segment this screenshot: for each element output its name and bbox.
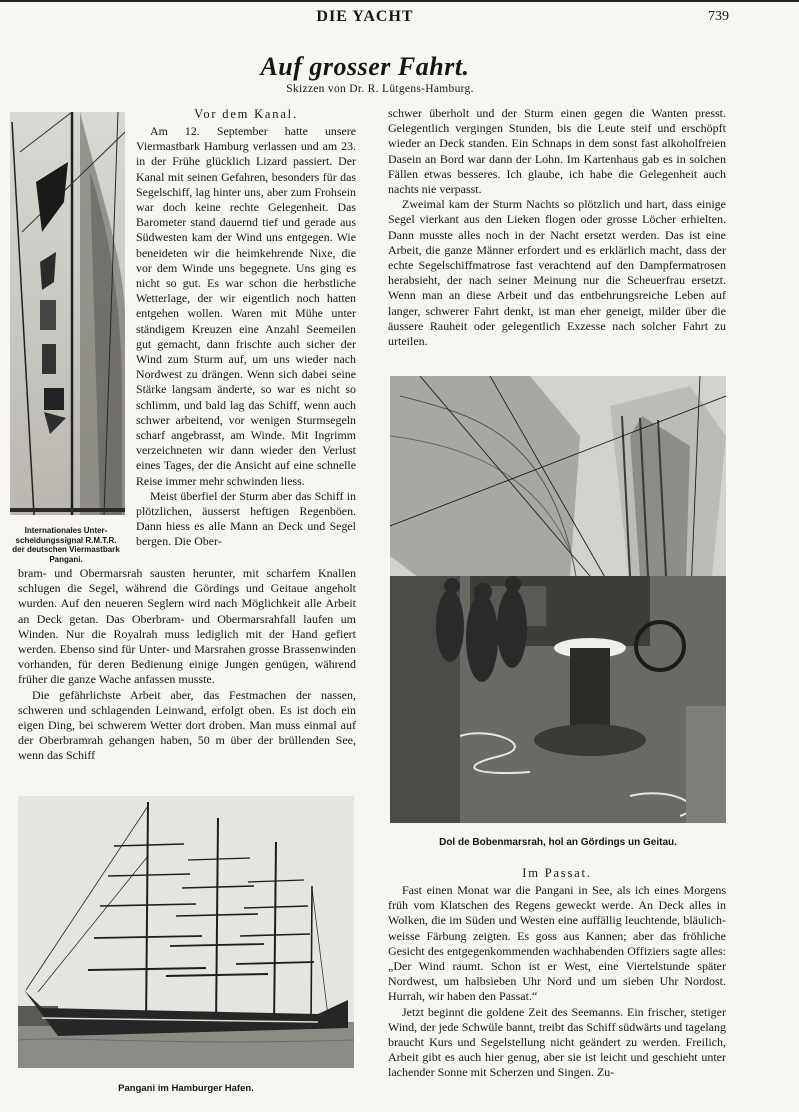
page-number: 739 [708, 9, 729, 24]
paragraph: bram- und Obermarsrah sausten herunter, mit scharfem Knallen schlugen die Segel, während die Gördings und Geitaue angeholt wurden. Auf den neueren Seglern wird nach Möglichkeit alle Arbeit an Deck getan. Das Oberbram- und Obermarsrahfall laufen um Winden. Nur die Royalrah muss lediglich mit der Hand gefiert werden. Ebenso sind für Unter- und Marsrahen grosse Brassenwinden vorhanden, für deren Bedienung einige Jungen genügen, während früher die ganze Wache anfassen musste. [18, 566, 356, 687]
paragraph: schwer überholt und der Sturm einen gegen die Wanten presst. Gelegentlich vergingen Stunden, bis die Leute steif und erschöpft wieder an Deck standen. Ein Schnaps in dem sonst fast alkoholfreien Dasein an Bord war dann der Lohn. Im Kartenhaus gab es in solchen Fällen etwas besseres. Ich glaube, ich habe die Gelegenheit auch nachts nie verpasst. [388, 106, 726, 197]
signal-photo-caption [4, 526, 128, 564]
paragraph: Meist überfiel der Sturm aber das Schiff in plötzlichen, äusserst heftigen Regenböen. Dann hiess es alle Mann an Deck und Segel bergen. Die Ober- [136, 488, 356, 549]
paragraph: Die gefährlichste Arbeit aber, das Festmachen der nassen, schweren und schlagenden Leinwand, erfolgt oben. Es ist doch ein eigen Ding, bei schwerem Wetter dort droben. Man muss einmal auf der Oberbramrah gehangen haben, 50 m über der brüllenden See, wenn das Schiff [18, 687, 356, 763]
caption-line: der deutschen Viermastbark [12, 545, 120, 554]
magazine-title: DIE YACHT [316, 8, 414, 25]
paragraph: Zweimal kam der Sturm Nachts so plötzlich und hart, dass einige Segel vierkant aus den Lieken flogen oder grosse Löcher erhielten. Dann musste alles noch in der Nacht ersetzt werden. Das ist eine Arbeit, die ganze Männer erfordert und es erklärlich macht, dass der echte Segelschiffmatrose fast verachtend auf den Dampfermatrosen herabsieht, der nach seiner Meinung nur die Scheuerfrau ersetzt. Wenn man an diese Arbeit und das entbehrungsreiche Leben auf langer, schwerer Fahrt denkt, ist man eher geneigt, milder über die äussere Rauheit oder gelegentlich Exzesse nach solcher Fahrt zu urteilen. [388, 197, 726, 349]
paragraph: Fast einen Monat war die Pangani in See, als ich eines Morgens früh vom Klatschen des Regens geweckt werde. An Deck alles in Wolken, die im Süden und Westen eine auffällig leuchtende, bläulich-weisse Färbung zeigten. Es goss aus Kannen; aber das fröhliche Gesicht des entgegenkommenden wachhabenden Offiziers sagte alles: „Der Wind raumt. Schon ist er West, eine Viertelstunde später Nordwest, um halbsieben Uhr Nord und um sieben Uhr Nordost. Hurrah, wir haben den Passat.“ [388, 883, 726, 1004]
right-column-upper-text [388, 106, 726, 349]
deck-photo-caption: Dol de Bobenmarsrah, hol an Gördings un Geitau. [439, 837, 677, 848]
deck-scene-illustration [390, 376, 726, 823]
right-column-lower-text [388, 883, 726, 1081]
signal-flags-illustration [10, 112, 125, 515]
article-byline: Skizzen von Dr. R. Lütgens-Hamburg. [286, 83, 474, 95]
four-masted-barque-illustration [18, 796, 354, 1068]
narrow-column-text [136, 124, 356, 550]
paragraph: Jetzt beginnt die goldene Zeit des Seemanns. Ein frischer, stetiger Wind, der jede Schwüle bannt, treibt das Schiff südwärts und tagelang braucht Kurs und Segelstellung nicht geändert zu werden. Freilich, Arbeit gibt es auch hier genug, aber sie ist leicht und geschieht unter lachender Sonne mit Scherzen und Singen. Zu- [388, 1004, 726, 1080]
top-rule [0, 0, 799, 2]
left-wide-text [18, 566, 356, 764]
deck-crew-photo [390, 376, 726, 823]
harbor-photo-caption: Pangani im Hamburger Hafen. [118, 1083, 254, 1094]
harbor-ship-photo [18, 796, 354, 1068]
section-heading-kanal: Vor dem Kanal. [194, 107, 298, 121]
section-heading-passat: Im Passat. [522, 866, 592, 880]
signal-flags-photo [10, 112, 125, 515]
article-title: Auf grosser Fahrt. [260, 52, 470, 81]
caption-line: scheidungssignal R.M.T.R. [15, 535, 117, 545]
caption-line: Pangani. [49, 554, 83, 564]
running-header [0, 8, 799, 30]
paragraph: Am 12. September hatte unsere Viermastbark Hamburg verlassen und am 23. in der Frühe glücklich Lizard passiert. Der Kanal mit seinen Gefahren, besonders für das Segelschiff, lag hinter uns, aber zum Frohsein war doch keine rechte Gelegenheit. Das Barometer stand dauernd tief und gerade aus Südwesten kam der Wind uns entgegen. Wie beneideten wir die heimkehrende Nixe, die vor dem Winde uns begegnete. Uns ging es nicht so gut. Es war schon die herbstliche Wetterlage, der wir eigentlich noch hatten entgehen wollen. Waren mit Mühe unter ständigem Kreuzen eine Anzahl Seemeilen gut gemacht, dann frischte auch sicher der Wind zum Sturm auf, um uns wieder nach Nordwest zu drängen. Wenn sich dabei seine Stärke langsam änderte, so war es nicht so schlimm, und bald lag das Schiff, wenn auch schwer arbeitend, vor wenigen Sturmsegeln scharf angebrasst, am Winde. Mit Ingrimm verzeichneten wir dann wieder den Verlust eines Tages, der die Ansicht auf eine schnelle Reise immer mehr schwinden liess. [136, 124, 356, 488]
caption-line: Internationales Unter- [24, 526, 108, 535]
